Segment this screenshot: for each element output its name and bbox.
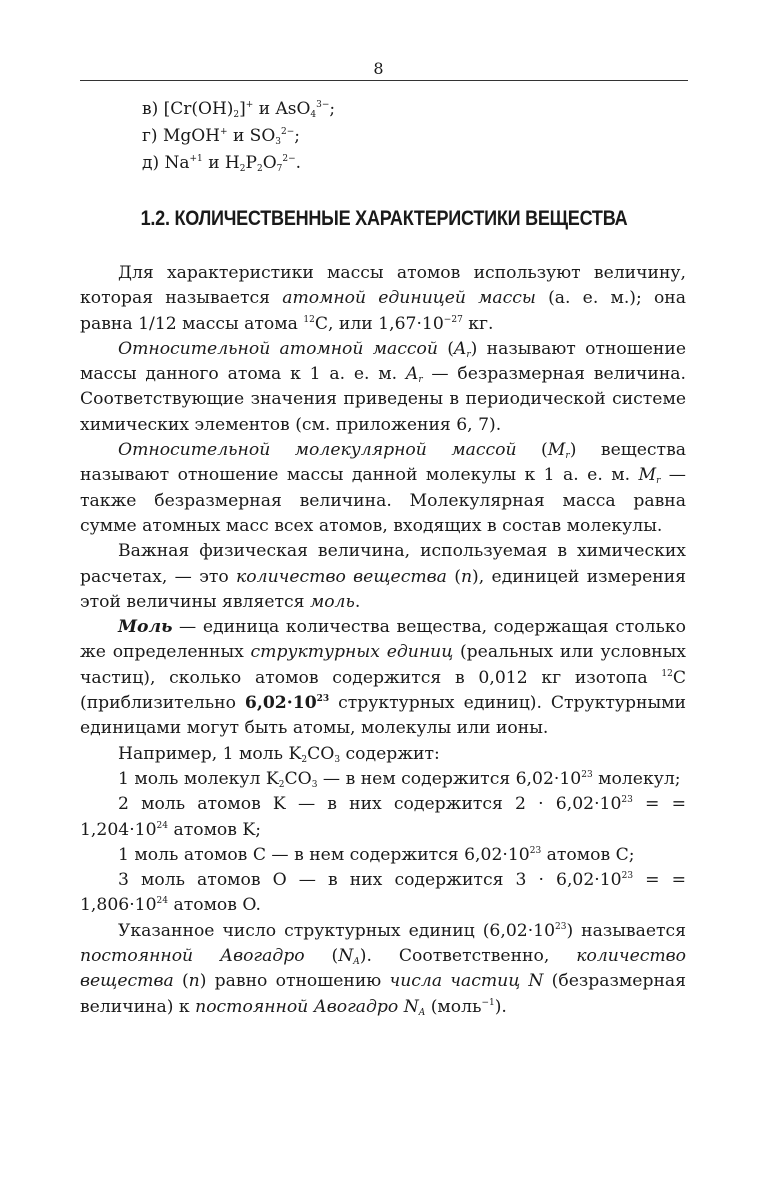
formula-list xyxy=(142,96,335,177)
paragraph: Для характеристики массы атомов используют величину, которая называется атомной единицей массы (а. е. м.); она равна 1/12 массы атома $^{12}$С, или $1,67\cdot 10^{-27}$ кг. xyxy=(80,263,686,334)
paragraph: 1 моль атомов C — в нем содержится $6,02\cdot 10^{23}$ атомов C; xyxy=(118,844,635,865)
header-rule xyxy=(80,80,688,81)
paragraph: Указанное число структурных единиц $(6,02\cdot 10^{23})$ называется постоянной Авогадро $(N_A)$. Соответственно, количество вещества (n) равно отношению числа частиц N (безразмерная величина) к постоянной Авогадро $N_A$ (моль$^{-1}$). xyxy=(80,920,687,1018)
paragraph: Например, 1 моль $K_2CO_3$ содержит: xyxy=(118,743,440,765)
paragraph: 2 моль атомов K — в них содержится $2 \cdot 6,02\cdot 10^{23}$ = = $1,204\cdot 10^{24}$ атомов K; xyxy=(80,794,687,840)
page-number: 8 xyxy=(373,59,384,78)
list-item-g: г) MgOH+ и $SO_3^{2-}$; xyxy=(142,126,301,147)
list-item-d: д) $Na^{+1}$ и $H_2P_2O_7^{2-}$. xyxy=(142,153,302,174)
list-item-v: в) $[Cr(OH)_2]^+$ и AsO$_4^{3-}$; xyxy=(142,99,336,120)
paragraph: Относительной атомной массой $(A_r)$ называют отношение массы данного атома к 1 а. е. м. $A_r$ — безразмерная величина. Соответствующие значения приведены в периодической системе химических элементов (см. приложения 6, 7). xyxy=(80,338,686,435)
paragraph: Моль — единица количества вещества, содержащая столько же определенных структурных единиц (реальных или условных частиц), сколько атомов содержится в 0,012 кг изотопа $^{12}$С (приблизительно $6,02\cdot 10^{23}$ структурных единиц). Структурными единицами могут быть атомы, молекулы или ионы. xyxy=(80,617,686,739)
paragraph: Относительной молекулярной массой $(M_r)$ вещества называют отношение массы данной молекулы к 1 а. е. м. $M_r$ — также безразмерная величина. Молекулярная масса равна сумме атомных масс всех атомов, входящих в состав молекулы. xyxy=(80,440,686,536)
section-heading: 1.2. КОЛИЧЕСТВЕННЫЕ ХАРАКТЕРИСТИКИ ВЕЩЕСТВА xyxy=(140,207,628,230)
paragraph: 1 моль молекул $K_2CO_3$ — в нем содержится $6,02\cdot 10^{23}$ молекул; xyxy=(118,768,681,790)
paragraph: 3 моль атомов O — в них содержится $3 \cdot 6,02\cdot 10^{23}$ = = $1,806\cdot 10^{24}$ атомов O. xyxy=(80,870,686,916)
body-text xyxy=(80,261,686,1020)
paragraph: Важная физическая величина, используемая в химических расчетах, — это количество вещества (n), единицей измерения этой величины является моль. xyxy=(80,541,686,612)
